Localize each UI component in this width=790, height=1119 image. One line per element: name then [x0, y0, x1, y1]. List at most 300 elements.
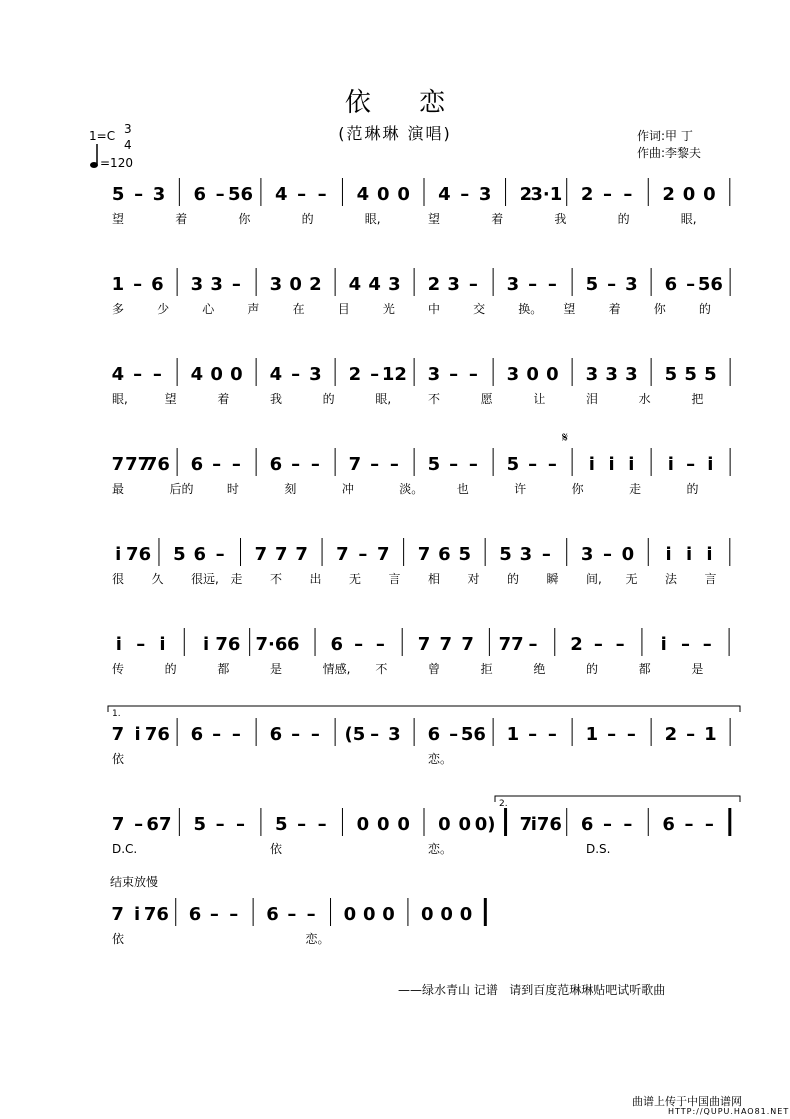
lyric-syllable: 把 [691, 392, 704, 406]
lyric-syllable: 后的 [169, 482, 194, 496]
lyric-syllable: 久 [151, 572, 164, 586]
staff-svg [0, 628, 790, 698]
note: – [528, 274, 538, 295]
lyric-syllable: 间, [586, 572, 602, 586]
note: – [212, 454, 222, 475]
note: 5 [704, 364, 717, 385]
note: 3 [152, 184, 166, 205]
lyric-syllable: 让 [533, 392, 546, 406]
note: 6 [151, 274, 164, 295]
staff-line [0, 268, 790, 328]
lyric-syllable: 依 [270, 842, 283, 856]
staff-line [0, 799, 790, 868]
note: 7 [111, 904, 124, 925]
note: 0 [376, 814, 390, 835]
lyric-syllable: 我 [554, 212, 567, 226]
note: 0 [421, 904, 434, 925]
note: 5 [427, 454, 441, 475]
note: 0 [546, 364, 559, 385]
lyric-syllable: 的 [301, 212, 314, 226]
staff-line [0, 875, 790, 958]
note: – [547, 274, 557, 295]
lyric-syllable: 法 [665, 572, 678, 586]
note: 0 [362, 904, 376, 925]
note: 1 [111, 274, 125, 295]
watermark-url: HTTP://QUPU.HAO81.NET [668, 1107, 790, 1116]
lyricist-credit: 作词:甲 丁 [637, 129, 693, 143]
note: 4 [275, 184, 288, 205]
note: 4 [111, 364, 125, 385]
time-signature-bottom: 4 [124, 138, 132, 152]
note: 6 [286, 634, 300, 655]
note: 77 [125, 454, 151, 475]
note: 0 [210, 364, 223, 385]
note: – [528, 454, 538, 475]
note: – [681, 634, 691, 655]
note: – [602, 544, 612, 565]
note: – [136, 634, 146, 655]
note: 2 [662, 184, 675, 205]
note: 6 [266, 904, 279, 925]
lyric-syllable: 着 [491, 212, 504, 226]
tempo-marking: 结束放慢 [110, 875, 159, 889]
note: 3 [210, 274, 223, 295]
staff-line [0, 628, 790, 688]
lyric-syllable: 声 [247, 302, 260, 316]
note: 4 [356, 184, 370, 205]
note: 3 [605, 364, 618, 385]
note: 0 [526, 364, 539, 385]
staff-line [0, 178, 790, 238]
lyric-syllable: 曾 [428, 662, 441, 676]
note: – [236, 814, 246, 835]
note: 3 [190, 274, 204, 295]
note: – [215, 544, 225, 565]
staff-line [0, 538, 790, 598]
note: – [291, 454, 301, 475]
note: – [152, 364, 162, 385]
lyric-syllable: 的 [698, 302, 711, 316]
note: – [615, 634, 625, 655]
note: 4 [348, 274, 362, 295]
lyric-syllable: 的 [686, 482, 699, 496]
lyric-syllable: D.S. [586, 842, 611, 856]
note: – [229, 904, 239, 925]
lyric-syllable: 言 [704, 572, 717, 586]
note: – [528, 634, 538, 655]
lyric-syllable: 光 [382, 302, 395, 316]
lyric-syllable: 眼, [375, 392, 392, 406]
note: – [215, 184, 225, 205]
note: – [134, 184, 144, 205]
lyric-syllable: 的 [586, 662, 599, 676]
note: 5 [193, 814, 207, 835]
note: – [528, 724, 538, 745]
note: 5 [585, 274, 599, 295]
page-subtitle: (范琳琳 演唱) [338, 124, 452, 143]
staff-line [0, 358, 790, 418]
note: 7 [461, 634, 474, 655]
note: – [354, 634, 364, 655]
note: – [607, 724, 617, 745]
note: 3·1 [530, 184, 563, 205]
note: 76 [126, 544, 152, 565]
lyric-syllable: 无 [625, 572, 638, 586]
note: 5 [111, 184, 125, 205]
note: – [291, 724, 301, 745]
lyric-syllable: 最 [112, 482, 125, 496]
note: 6 [188, 904, 202, 925]
lyric-syllable: 时 [226, 482, 239, 496]
note: 76 [144, 454, 170, 475]
note: 0 [459, 904, 473, 925]
lyric-syllable: 你 [653, 302, 666, 316]
note: 5 [664, 364, 678, 385]
note: 1 [704, 724, 717, 745]
lyric-syllable: 很远, [191, 572, 219, 586]
note: 2 [570, 634, 583, 655]
note: – [602, 184, 612, 205]
lyric-syllable: 心 [202, 302, 215, 316]
note: 3 [447, 274, 460, 295]
note: – [370, 724, 380, 745]
note: – [593, 634, 603, 655]
lyric-syllable: 都 [217, 662, 230, 676]
note: 1 [506, 724, 520, 745]
lyric-syllable: 中 [428, 302, 441, 316]
note: 3 [427, 364, 441, 385]
note: 2 [309, 274, 322, 295]
note: i [159, 634, 166, 655]
note: 7 [295, 544, 308, 565]
note: 5 [506, 454, 520, 475]
note: – [686, 274, 696, 295]
page-title: 依 恋 [344, 88, 466, 118]
note: – [686, 454, 696, 475]
lyric-syllable: 依 [112, 752, 125, 766]
note: 5 [173, 544, 186, 565]
composer-credit: 作曲:李黎夫 [637, 146, 702, 160]
lyric-syllable: 愿 [480, 392, 493, 406]
note: – [602, 814, 612, 835]
note: i [115, 544, 122, 565]
note: 6 [330, 634, 344, 655]
note: 6 [269, 454, 283, 475]
note: – [460, 184, 470, 205]
note: 7 [111, 814, 125, 835]
note: 56 [460, 724, 486, 745]
note: – [623, 184, 633, 205]
note: i [202, 634, 210, 655]
note: – [317, 184, 327, 205]
staff-svg [0, 268, 790, 338]
note: – [231, 454, 241, 475]
note: 3 [585, 364, 599, 385]
note: 3 [506, 274, 520, 295]
note: 0 [438, 814, 451, 835]
lyric-syllable: 少 [157, 302, 170, 316]
note: 7 [111, 724, 125, 745]
staff-line [0, 430, 790, 508]
note: – [389, 454, 399, 475]
tempo-mark: =120 [100, 156, 133, 170]
note: 0) [474, 814, 496, 835]
note: 3 [625, 364, 638, 385]
note: 0 [703, 184, 716, 205]
time-signature-top: 3 [124, 122, 132, 136]
note: i [588, 454, 595, 475]
note: 0 [621, 544, 635, 565]
note: 2 [580, 184, 594, 205]
lyric-syllable: 泪 [586, 392, 599, 406]
transcriber-credit: ——绿水青山 记谱 请到百度范琳琳贴吧试听歌曲 [398, 983, 666, 997]
note: – [449, 454, 459, 475]
lyric-syllable: 目 [337, 302, 350, 316]
lyric-syllable: 望 [112, 212, 125, 226]
lyric-syllable: 言 [388, 572, 401, 586]
note: i [628, 454, 635, 475]
staff-svg [0, 358, 790, 428]
lyric-syllable: 眼, [680, 212, 697, 226]
note: 5 [275, 814, 288, 835]
volta-bracket [495, 796, 740, 802]
note: 0 [356, 814, 370, 835]
lyric-syllable: 情感, [322, 662, 351, 676]
note: 12 [381, 364, 407, 385]
segno-icon: 𝄋 [562, 430, 569, 446]
note: 0 [230, 364, 243, 385]
note: – [547, 454, 557, 475]
lyric-syllable: 着 [608, 302, 621, 316]
note: 7 [254, 544, 268, 565]
lyric-syllable: 换。 [518, 302, 543, 316]
key-signature: 1=C [89, 129, 116, 143]
staff-svg [0, 430, 790, 518]
note: 56 [697, 274, 723, 295]
note: 3 [309, 364, 322, 385]
note: 0 [397, 814, 410, 835]
note: i [667, 454, 674, 475]
note: 0 [440, 904, 453, 925]
note: 7 [439, 634, 453, 655]
note: 5 [684, 364, 697, 385]
note: – [209, 904, 219, 925]
note: 3 [625, 274, 638, 295]
note: 6 [193, 544, 207, 565]
note: 6 [662, 814, 675, 835]
lyric-syllable: 望 [428, 212, 441, 226]
note: 7 [417, 634, 431, 655]
note: – [133, 274, 143, 295]
staff-svg [0, 538, 790, 608]
note: – [134, 814, 144, 835]
lyric-syllable: 眼, [364, 212, 381, 226]
note: i76 [530, 814, 562, 835]
lyric-syllable: 瞬 [546, 572, 559, 586]
lyric-syllable: 你 [238, 212, 251, 226]
lyric-syllable: 不 [270, 572, 283, 586]
note: 7·6 [255, 634, 288, 655]
note: 6 [269, 724, 283, 745]
note: 4 [368, 274, 381, 295]
note: – [212, 724, 222, 745]
note: 6 [190, 724, 204, 745]
note: 3 [580, 544, 594, 565]
note: 3 [388, 274, 401, 295]
lyric-syllable: 的 [322, 392, 335, 406]
lyric-syllable: 的 [507, 572, 520, 586]
lyric-syllable: 出 [309, 572, 322, 586]
note: 3 [506, 364, 520, 385]
note: – [623, 814, 633, 835]
note: – [306, 904, 316, 925]
note: 1 [585, 724, 599, 745]
note: 6 [427, 724, 441, 745]
note: – [684, 814, 694, 835]
note: 0 [682, 184, 696, 205]
lyric-syllable: 相 [428, 572, 441, 586]
lyric-syllable: 都 [638, 662, 651, 676]
lyric-syllable: 无 [349, 572, 362, 586]
lyric-syllable: 在 [292, 302, 305, 316]
note: i [134, 724, 141, 745]
note: – [297, 814, 307, 835]
note: – [541, 544, 551, 565]
note: – [375, 634, 385, 655]
note: 3 [478, 184, 492, 205]
lyric-syllable: 不 [428, 392, 441, 406]
note: – [287, 904, 297, 925]
lyric-syllable: 走 [230, 572, 243, 586]
note: 6 [190, 454, 204, 475]
note: i [707, 454, 714, 475]
note: i [706, 544, 713, 565]
note: 7 [417, 544, 431, 565]
volta-bracket [108, 706, 740, 712]
volta-number: 1. [112, 709, 121, 719]
lyric-syllable: 拒 [480, 662, 493, 676]
note: – [215, 814, 225, 835]
lyric-syllable: 着 [175, 212, 188, 226]
lyric-syllable: 交 [473, 302, 486, 316]
note: – [449, 364, 459, 385]
note: 2 [348, 364, 362, 385]
lyric-syllable: 眼, [112, 392, 128, 406]
note: 4 [438, 184, 451, 205]
staff-svg [0, 875, 790, 968]
staff-svg [0, 799, 790, 878]
note: 6 [438, 544, 451, 565]
note: – [686, 724, 696, 745]
note: 3 [269, 274, 283, 295]
note: 7 [275, 544, 288, 565]
note: 0 [397, 184, 410, 205]
note: – [449, 724, 459, 745]
note: 77 [498, 634, 524, 655]
note: 0 [376, 184, 390, 205]
lyric-syllable: 走 [629, 482, 642, 496]
note: 5 [499, 544, 512, 565]
note: – [468, 274, 478, 295]
lyric-syllable: 不 [375, 662, 388, 676]
note: i [115, 634, 122, 655]
note: 56 [227, 184, 254, 205]
note: – [133, 364, 143, 385]
note: – [317, 814, 327, 835]
note: – [626, 724, 636, 745]
note: – [310, 454, 320, 475]
note: 2 [664, 724, 678, 745]
lyric-syllable: 许 [514, 482, 527, 496]
note: 67 [146, 814, 172, 835]
note: – [547, 724, 557, 745]
lyric-syllable: 你 [571, 482, 584, 496]
note: 0 [382, 904, 395, 925]
note: 4 [269, 364, 283, 385]
lyric-syllable: D.C. [112, 842, 138, 856]
lyric-syllable: 我 [270, 392, 283, 406]
lyric-syllable: 恋。 [428, 752, 453, 766]
lyric-syllable: 的 [617, 212, 630, 226]
lyric-syllable: 依 [112, 932, 125, 946]
lyric-syllable: 水 [638, 392, 651, 406]
note: i [685, 544, 693, 565]
note: 0 [458, 814, 472, 835]
note: i [665, 544, 672, 565]
note: i [660, 634, 667, 655]
note: 4 [190, 364, 204, 385]
lyric-syllable: 淡。 [399, 482, 424, 496]
lyric-syllable: 传 [112, 662, 125, 676]
note: 76 [143, 904, 169, 925]
lyric-syllable: 刻 [284, 482, 297, 496]
note: – [607, 274, 617, 295]
lyric-syllable: 很 [112, 572, 125, 586]
note: – [370, 454, 380, 475]
note: 2 [427, 274, 441, 295]
quarter-note-icon [90, 144, 98, 168]
note: – [702, 634, 712, 655]
watermark-text: 曲谱上传于中国曲谱网 [632, 1095, 742, 1108]
lyric-syllable: 的 [164, 662, 177, 676]
note: 76 [144, 724, 170, 745]
lyric-syllable: 冲 [341, 482, 354, 496]
staff-svg [0, 178, 790, 248]
lyric-syllable: 绝 [533, 662, 546, 676]
note: 3 [519, 544, 533, 565]
note: – [297, 184, 307, 205]
note: – [370, 364, 380, 385]
note: 5 [458, 544, 472, 565]
lyric-syllable: 望 [563, 302, 576, 316]
note: 6 [580, 814, 594, 835]
note: – [468, 454, 478, 475]
note: – [231, 274, 241, 295]
note: 7 [348, 454, 362, 475]
staff-svg [0, 709, 790, 788]
note: 2 [519, 184, 533, 205]
note: 0 [343, 904, 357, 925]
staff-line [0, 709, 790, 778]
lyric-syllable: 对 [467, 572, 480, 586]
lyric-syllable: 望 [164, 392, 177, 406]
lyric-syllable: 着 [217, 392, 230, 406]
note: – [310, 724, 320, 745]
note: 0 [289, 274, 302, 295]
note: (5 [344, 724, 366, 745]
note: 7 [519, 814, 533, 835]
note: i [608, 454, 615, 475]
